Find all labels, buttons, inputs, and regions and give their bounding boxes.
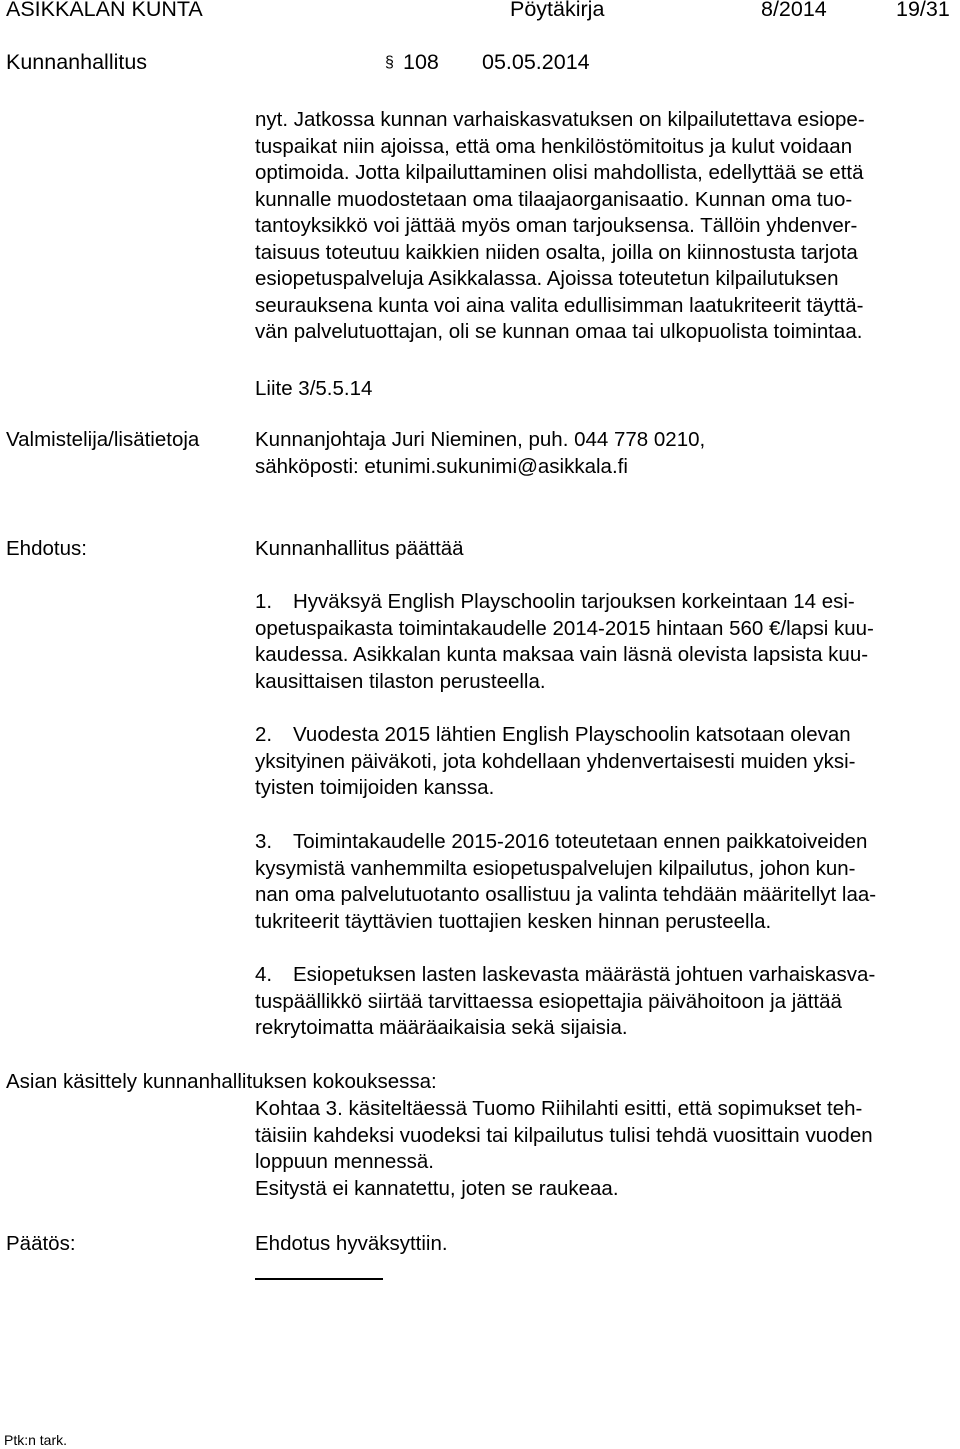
intro-line: nyt. Jatkossa kunnan varhaiskasvatuksen on kilpailutettava esiope- (255, 108, 865, 131)
item-line: yksityinen päiväkoti, jota kohdellaan yhdenvertaisesti muiden yksi- (255, 749, 856, 773)
item-line: kausittaisen tilaston perusteella. (255, 669, 546, 693)
item-line: tukriteerit täyttävien tuottajien kesken hinnan perusteella. (255, 909, 772, 933)
item-number: 3. (255, 830, 273, 853)
meeting-date: 05.05.2014 (482, 50, 590, 74)
item-line: kysymistä vanhemmilta esiopetuspalvelujen kilpailutus, johon kun- (255, 856, 856, 880)
meeting-text (255, 1096, 955, 1202)
meeting-line: loppuun mennessä. (255, 1150, 434, 1173)
item-line: kaudessa. Asikkalan kunta maksaa vain läsnä olevista lapsista kuu- (255, 643, 869, 666)
item-number: 4. (255, 963, 273, 986)
item-line: Hyväksyä English Playschoolin tarjouksen korkeintaan 14 esi- (293, 590, 855, 613)
intro-line: tantoyksikkö voi jättää myös oman tarjouksensa. Tällöin yhdenver- (255, 214, 858, 237)
proposal-item (255, 589, 955, 695)
item-line: Vuodesta 2015 lähtien English Playschoolin katsotaan olevan (293, 723, 851, 746)
preparer-info (255, 427, 955, 480)
body-name: Kunnanhallitus (6, 50, 148, 74)
item-number: 1. (255, 590, 273, 613)
doc-number: 8/2014 (761, 0, 827, 21)
intro-line: vän palvelutuottajan, oli se kunnan omaa tai ulkopuolista toimintaa. (255, 320, 863, 343)
item-line: tyisten toimijoiden kanssa. (255, 776, 495, 799)
intro-line: esiopetuspalveluja Asikkalassa. Ajoissa toteutetun kilpailutuksen (255, 267, 839, 290)
intro-line: taisuus toteutuu kaikkien niiden osalta, joilla on kiinnostusta tarjota (255, 240, 858, 264)
meeting-label: Asian käsittely kunnanhallituksen kokouksessa: (6, 1070, 437, 1093)
intro-line: kunnalle muodostetaan oma tilaajaorganisaatio. Kunnan oma tuo- (255, 187, 853, 211)
proposal-item (255, 722, 955, 802)
section-number: 108 (403, 50, 439, 74)
preparer-line: Kunnanjohtaja Juri Nieminen, puh. 044 778 0210, (255, 428, 706, 451)
meeting-line: Kohtaa 3. käsiteltäessä Tuomo Riihilahti esitti, että sopimukset teh- (255, 1097, 863, 1120)
intro-line: seurauksena kunta voi aina valita edullisimman laatukriteerit täyttä- (255, 293, 864, 317)
item-line: Esiopetuksen lasten laskevasta määrästä johtuen varhaiskasva- (293, 963, 876, 986)
proposal-label: Ehdotus: (6, 537, 87, 560)
intro-line: tuspaikat niin ajoissa, että oma henkilöstömitoitus ja kulut voidaan (255, 134, 853, 158)
meeting-line: täisiin kahdeksi vuodeksi tai kilpailutus tulisi tehdä vuosittain vuoden (255, 1123, 873, 1147)
decision-text: Ehdotus hyväksyttiin. (255, 1232, 448, 1255)
meeting-line: Esitystä ei kannatettu, joten se raukeaa. (255, 1176, 619, 1200)
proposal-item (255, 962, 955, 1042)
preparer-label: Valmistelija/lisätietoja (6, 428, 200, 451)
proposal-heading: Kunnanhallitus päättää (255, 537, 464, 560)
doc-type: Pöytäkirja (510, 0, 605, 21)
item-line: Toimintakaudelle 2015-2016 toteutetaan ennen paikkatoiveiden (293, 830, 868, 853)
item-line: opetuspaikasta toimintakaudelle 2014-2015 hintaan 560 €/lapsi kuu- (255, 616, 874, 640)
section-sign: § (385, 54, 394, 71)
item-line: rekrytoimatta määräaikaisia sekä sijaisia. (255, 1016, 628, 1039)
item-line: tuspäällikkö siirtää tarvittaessa esiopettajia päivähoitoon ja jättää (255, 989, 842, 1013)
proposal-item (255, 829, 955, 935)
footer-note: Ptk:n tark. (4, 1432, 68, 1448)
page-number: 19/31 (896, 0, 950, 21)
item-number: 2. (255, 723, 273, 746)
decision-label: Päätös: (6, 1232, 76, 1255)
item-line: nan oma palvelutuotanto osallistuu ja valinta tehdään määritellyt laa- (255, 883, 877, 906)
intro-paragraph (255, 107, 955, 346)
org-name: ASIKKALAN KUNTA (6, 0, 203, 21)
attachment-reference: Liite 3/5.5.14 (255, 377, 373, 400)
intro-line: optimoida. Jotta kilpailuttaminen olisi mahdollista, edellyttää se että (255, 161, 864, 184)
signature-line (255, 1278, 383, 1280)
preparer-line: sähköposti: etunimi.sukunimi@asikkala.fi (255, 454, 628, 478)
